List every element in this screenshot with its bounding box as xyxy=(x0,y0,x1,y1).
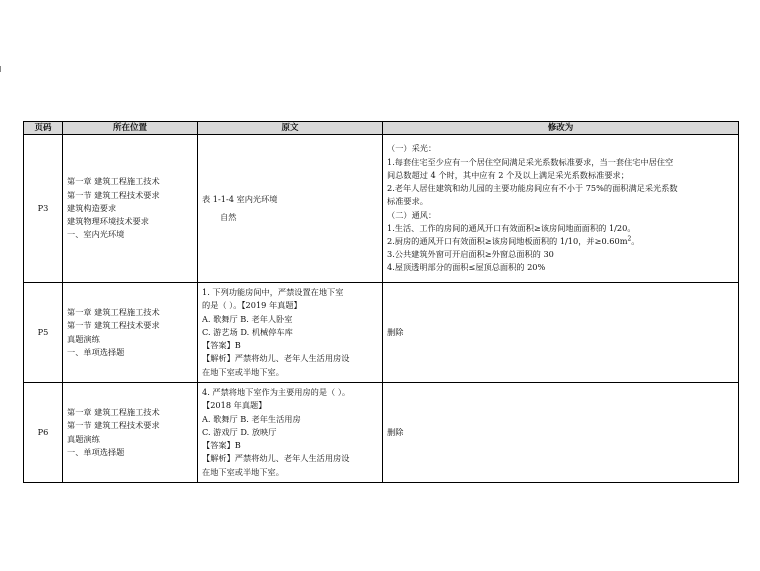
original-line: 【2018 年真题】 xyxy=(202,400,267,411)
original-cell xyxy=(198,283,383,383)
location-cell xyxy=(63,283,198,383)
original-line: 在地下室或半地下室。 xyxy=(202,466,284,477)
original-line: C. 游艺场 D. 机械停车库 xyxy=(202,326,293,337)
table-row xyxy=(24,383,739,483)
location-line: 第一节 建筑工程技术要求 xyxy=(67,420,160,431)
original-line: 的是（ ）。【2019 年真题】 xyxy=(202,300,302,311)
original-line: A. 歌舞厅 B. 老年人卧室 xyxy=(202,313,293,324)
revised-cell xyxy=(383,383,739,483)
revised-cell xyxy=(383,135,739,283)
original-line: 【解析】严禁将幼儿、老年人生活用房设 xyxy=(202,353,350,364)
revised-line: 间总数超过 4 个时，其中应有 2 个及以上满足采光系数标准要求； xyxy=(387,169,629,180)
revised-line: 删除 xyxy=(387,326,404,337)
page-cell: P3 xyxy=(24,135,63,283)
page-cell: P6 xyxy=(24,383,63,483)
original-line: 1. 下列功能房间中，严禁设置在地下室 xyxy=(202,287,344,298)
revised-line: 删除 xyxy=(387,426,404,437)
original-line: A. 歌舞厅 B. 老年生活用房 xyxy=(202,413,301,424)
header-row xyxy=(24,122,739,135)
revised-line: （二）通风： xyxy=(387,209,437,220)
location-line: 一、单项选择题 xyxy=(67,446,125,457)
original-cell xyxy=(198,135,383,283)
page-cell: P5 xyxy=(24,283,63,383)
revised-line: 2.老年人居住建筑和幼儿园的主要功能房间应有不小于 75%的面积满足采光系数 xyxy=(387,183,678,194)
location-line: 一、单项选择题 xyxy=(67,346,125,357)
location-cell xyxy=(63,135,198,283)
revised-line: 1.生活、工作的房间的通风开口有效面积≥该房间地面面积的 1/20。 xyxy=(387,222,636,233)
original-line: 自然 xyxy=(220,211,237,222)
superscript: 2 xyxy=(627,235,632,243)
location-line: 第一节 建筑工程技术要求 xyxy=(67,189,160,200)
location-line: 一、室内光环境 xyxy=(67,229,125,240)
location-line: 真题演练 xyxy=(67,333,100,344)
table-row xyxy=(24,135,739,283)
location-line: 第一章 建筑工程施工技术 xyxy=(67,307,160,318)
location-line: 第一章 建筑工程施工技术 xyxy=(67,176,160,187)
revised-line: 3.公共建筑外窗可开启面积≥外窗总面积的 30 xyxy=(387,249,554,260)
table-row xyxy=(24,283,739,383)
original-line: 【答案】B xyxy=(202,340,241,351)
original-line: 【答案】B xyxy=(202,440,241,451)
location-line: 建筑构造要求 xyxy=(67,202,117,213)
original-line: C. 游戏厅 D. 放映厅 xyxy=(202,426,277,437)
revised-line: （一）采光： xyxy=(387,143,437,154)
location-cell xyxy=(63,383,198,483)
original-line: 4. 严禁将地下室作为主要用房的是（ ）。 xyxy=(202,387,351,398)
original-line: 表 1-1-4 室内光环境 xyxy=(202,194,278,205)
edge-mark xyxy=(0,66,1,72)
header-original: 原文 xyxy=(198,122,383,135)
revised-cell xyxy=(383,283,739,383)
original-cell xyxy=(198,383,383,483)
revised-line: 标准要求。 xyxy=(387,196,428,207)
location-line: 第一节 建筑工程技术要求 xyxy=(67,320,160,331)
revised-line-text: 2.厨房的通风开口有效面积≥该房间地板面积的 1/10，并≥0.60m xyxy=(387,235,628,246)
location-line: 建筑物理环境技术要求 xyxy=(67,216,149,227)
errata-table xyxy=(23,121,739,483)
original-line: 【解析】严禁将幼儿、老年人生活用房设 xyxy=(202,453,350,464)
header-location: 所在位置 xyxy=(63,122,198,135)
revised-line: 1.每套住宅至少应有一个居住空间满足采光系数标准要求，当一套住宅中居住空 xyxy=(387,156,674,167)
header-revised: 修改为 xyxy=(383,122,739,135)
location-line: 第一章 建筑工程施工技术 xyxy=(67,407,160,418)
header-page: 页码 xyxy=(24,122,63,135)
original-line: 在地下室或半地下室。 xyxy=(202,366,284,377)
location-line: 真题演练 xyxy=(67,433,100,444)
revised-line-with-sup: 2.厨房的通风开口有效面积≥该房间地板面积的 1/10，并$\ge 0.60m^2$。 xyxy=(387,235,640,246)
revised-line: 4.屋顶透明部分的面积≤屋顶总面积的 20% xyxy=(387,262,546,273)
